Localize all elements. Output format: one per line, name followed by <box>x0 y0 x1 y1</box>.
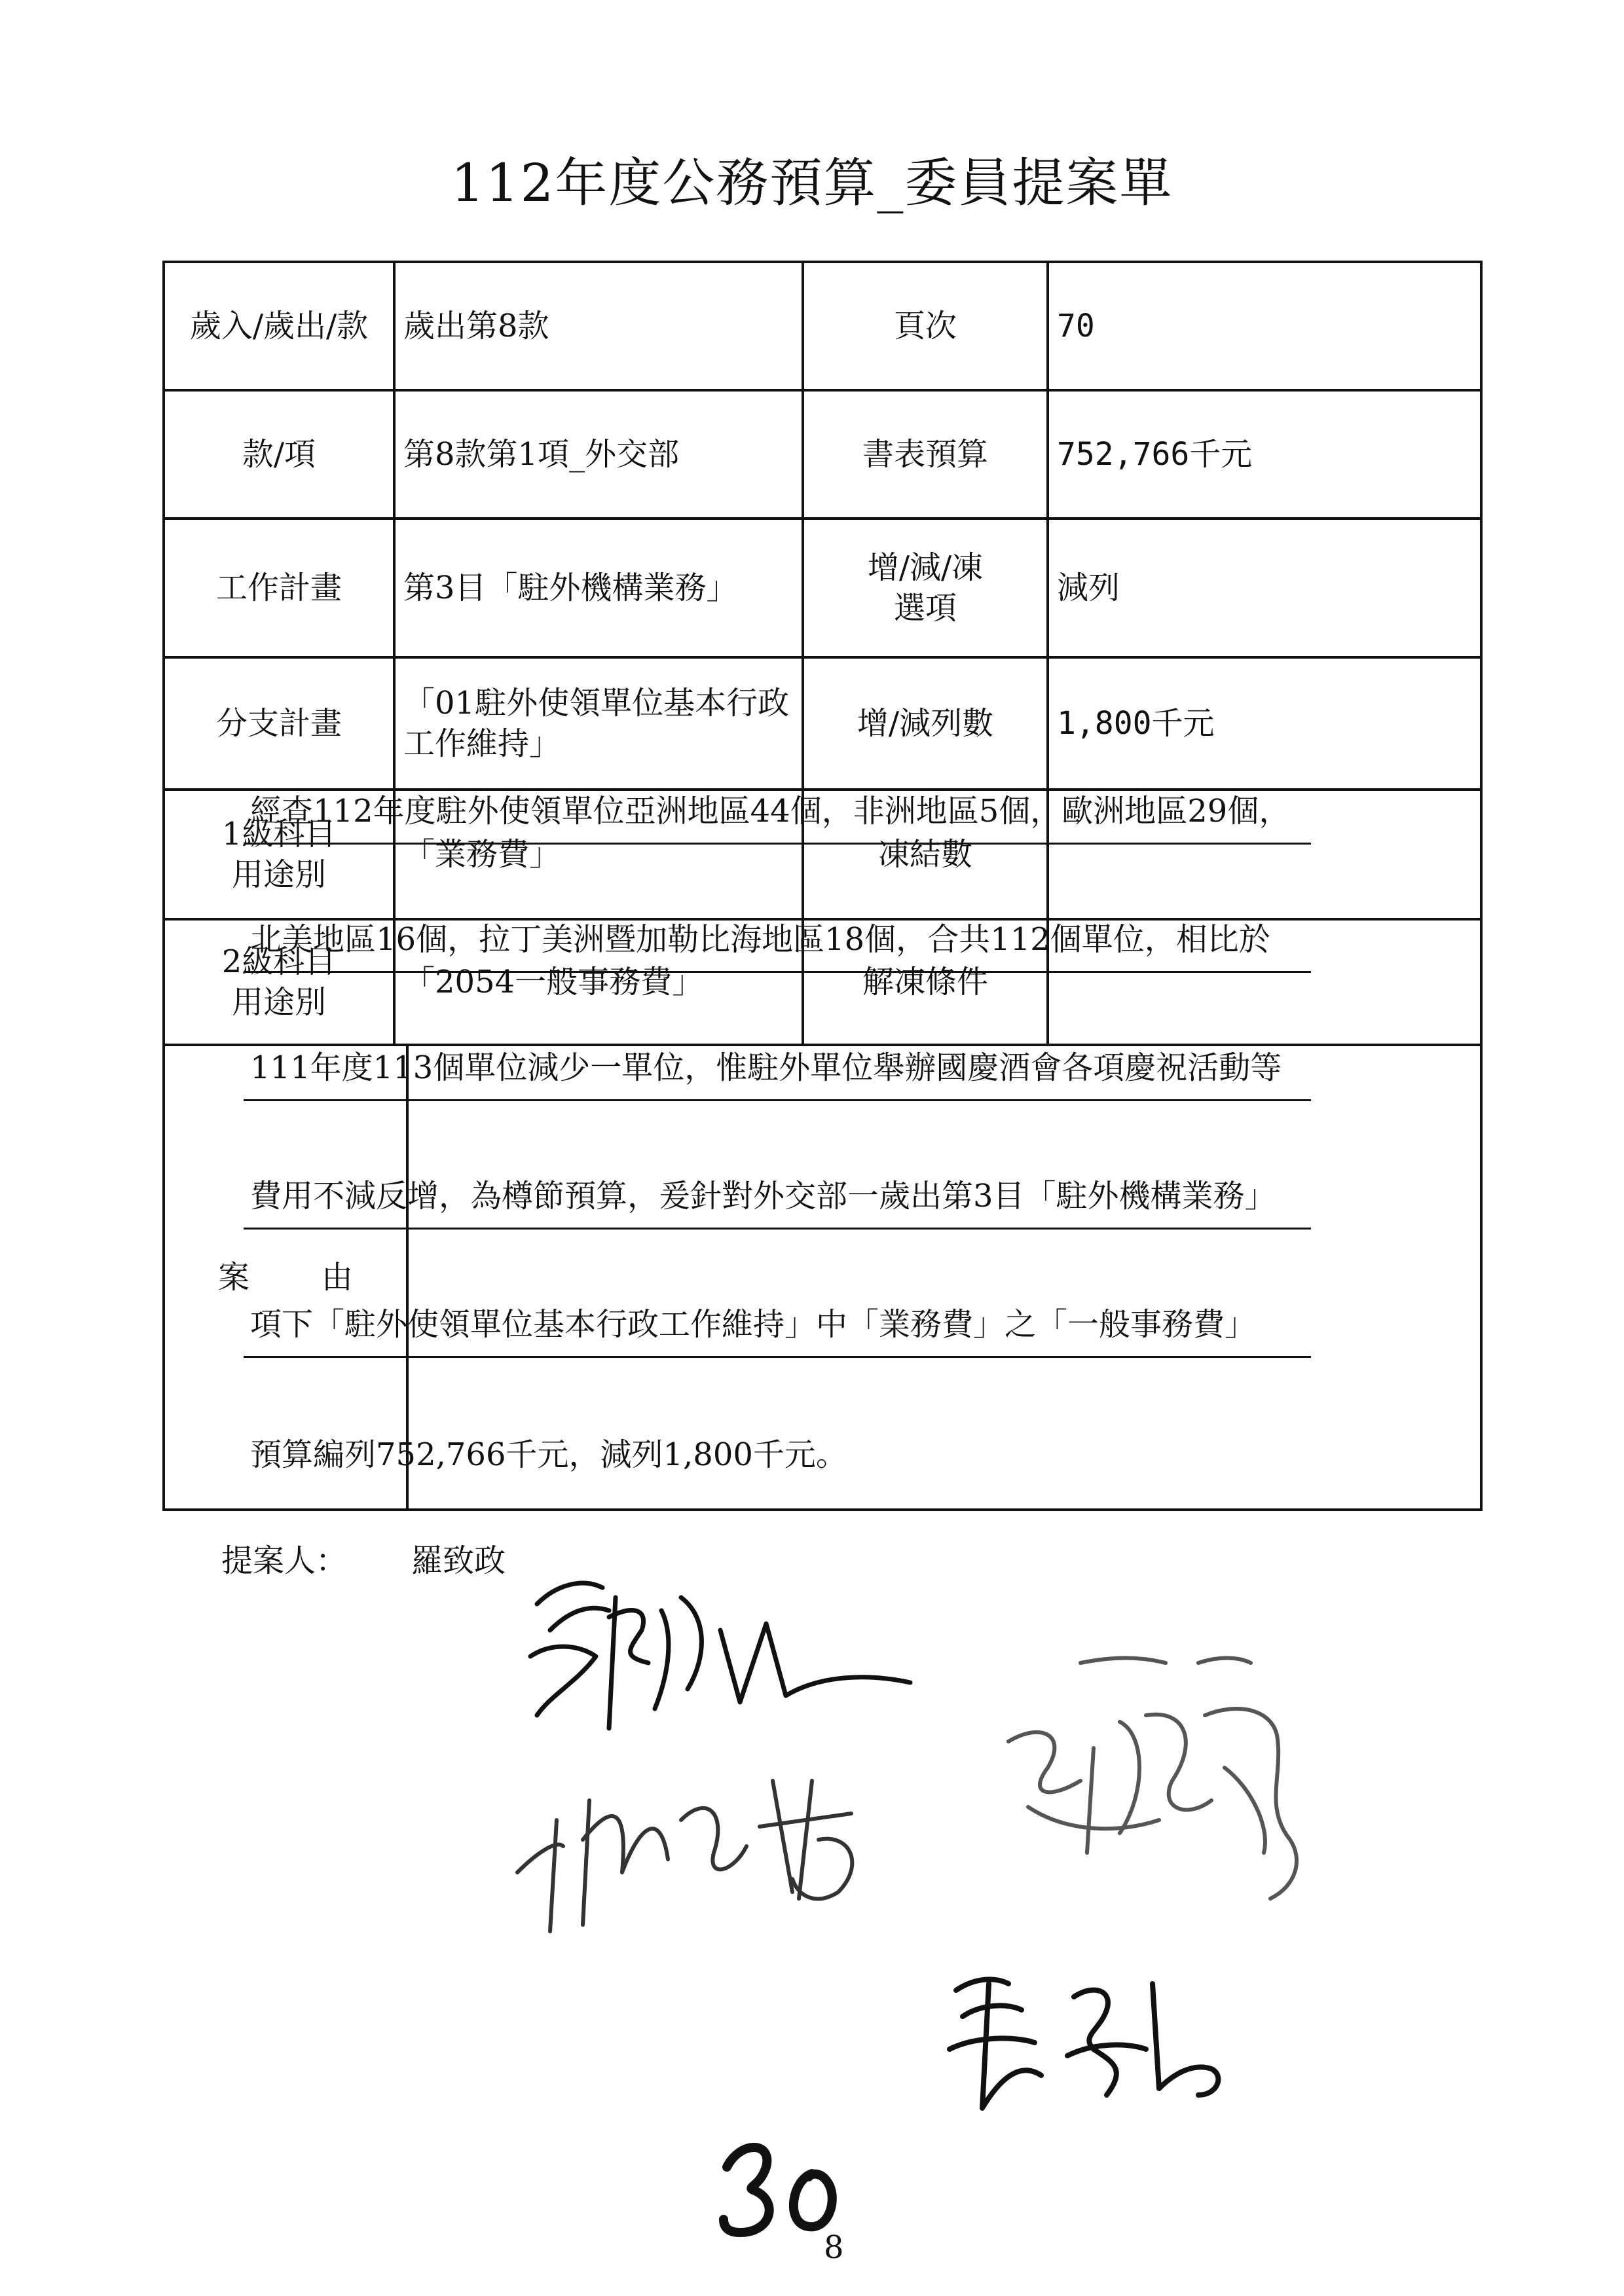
signature-2 <box>511 1741 917 1938</box>
label-frozen-amount: 凍結數 <box>877 836 972 873</box>
reason-line: 預算編列752,766千元，減列1,800千元。 <box>250 1436 847 1473</box>
value-change-amount: 1,800千元 <box>1057 705 1215 742</box>
label-reason-char1: 案 <box>217 1259 249 1296</box>
label-reason-char2: 由 <box>322 1259 354 1296</box>
label-level1-line1: 1級科目 <box>221 816 337 852</box>
label-level2-line2: 用途別 <box>231 984 326 1021</box>
value-level1-usage: 「業務費」 <box>403 836 561 873</box>
label-budget-type: 歲入/歲出/款 <box>189 308 369 344</box>
handwritten-number-mark <box>714 2128 845 2246</box>
value-sub-plan <box>396 659 802 788</box>
label-change-amount: 增/減列數 <box>857 705 994 742</box>
label-budget-amount: 書表預算 <box>862 436 988 473</box>
signature-3 <box>989 1637 1329 1951</box>
label-unfreeze-condition: 解凍條件 <box>862 964 988 1000</box>
signature-4 <box>936 1944 1244 2121</box>
value-section-item: 第8款第1項_外交部 <box>403 436 680 473</box>
label-page: 頁次 <box>893 308 957 344</box>
value-change-option: 減列 <box>1057 570 1120 606</box>
label-level1-line2: 用途別 <box>231 856 326 893</box>
value-level2-usage: 「2054一般事務費」 <box>403 964 704 1000</box>
label-change-option-line2: 選項 <box>893 590 957 627</box>
reason-line: 經查112年度駐外使領單位亞洲地區44個，非洲地區5個，歐洲地區29個， <box>244 792 1311 845</box>
value-page: 70 <box>1057 308 1095 344</box>
proposer-name: 羅致政 <box>411 1542 506 1579</box>
value-budget-type: 歲出第8款 <box>403 308 549 344</box>
proposer-label: 提案人： <box>221 1542 348 1579</box>
reason-line: 北美地區16個，拉丁美洲暨加勒比海地區18個，合共112個單位，相比於 <box>244 845 1311 973</box>
label-section-item: 款/項 <box>242 436 316 473</box>
value-budget-amount: 752,766千元 <box>1057 436 1253 473</box>
value-sub-plan-line2: 工作維持」 <box>403 725 561 762</box>
page-number: 8 <box>824 2229 844 2266</box>
signature-1 <box>511 1558 930 1748</box>
value-work-plan: 第3目「駐外機構業務」 <box>403 570 738 606</box>
label-sub-plan: 分支計畫 <box>215 705 342 742</box>
value-sub-plan-line1: 「01駐外使領單位基本行政 <box>403 685 790 721</box>
reason-line: 111年度113個單位減少一單位，惟駐外單位舉辦國慶酒會各項慶祝活動等 <box>244 973 1311 1101</box>
label-change-option-line1: 增/減/凍 <box>867 549 984 586</box>
reason-line: 費用不減反增，為樽節預算，爰針對外交部一歲出第3目「駐外機構業務」 <box>244 1101 1311 1230</box>
page-title: 112年度公務預算_委員提案單 <box>451 153 1173 213</box>
reason-text <box>244 792 1311 1486</box>
label-work-plan: 工作計畫 <box>215 570 342 606</box>
label-level2-line1: 2級科目 <box>221 943 337 980</box>
reason-line: 項下「駐外使領單位基本行政工作維持」中「業務費」之「一般事務費」 <box>244 1230 1311 1358</box>
label-change-option <box>804 520 1046 656</box>
